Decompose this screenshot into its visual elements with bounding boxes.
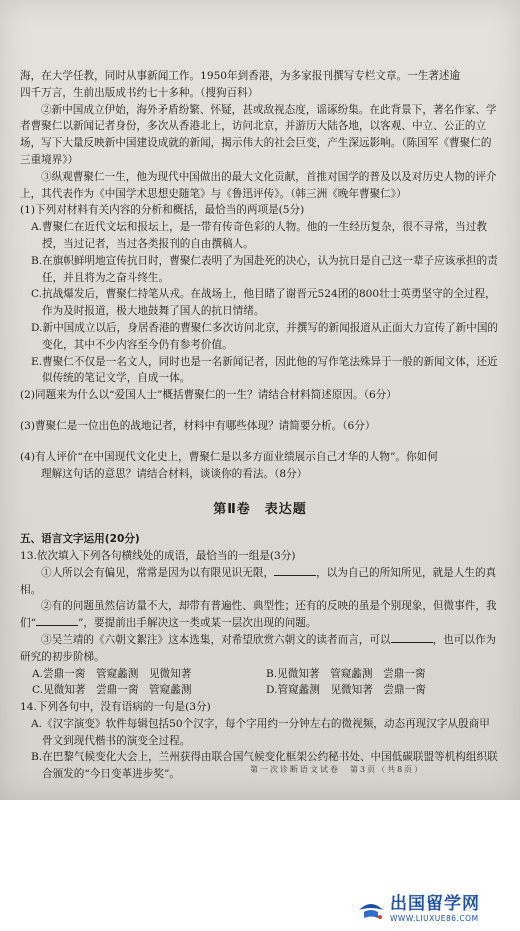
question-4-line-2: 理解这句话的意思？请结合材料，谈谈你的看法。（8分） [41, 467, 308, 480]
question-1-stem: (1)下列对材料有关内容的分析和概括，最恰当的两项是(5分) [20, 204, 305, 217]
question-13-option-a: A.尝鼎一脔 管窥蠡测 见微知著 [32, 667, 192, 680]
exam-content [20, 68, 500, 783]
question-3: (3)曹聚仁是一位出色的战地记者，材料中有哪些体现？请简要分析。（6分） [20, 419, 376, 432]
question-4-line-1: (4)有人评价“在中国现代文化史上，曹聚仁是以多方面业绩展示自己才华的人物”。你如何 [20, 450, 438, 463]
part-2-title: 第Ⅱ卷 表达题 [213, 502, 307, 518]
question-1-option-a: A.曹聚仁在近代文坛和报坛上，是一带有传奇色彩的人物。他的一生经历复杂，很不寻常，当过教授，当过记者，当过各类报刊的自由撰稿人。 [31, 221, 487, 250]
graduation-cap-icon [356, 894, 386, 924]
passage-material-2: ②新中国成立伊始，海外矛盾纷繁、怀疑，甚或敌视态度，谣诼纷集。在此背景下，著名作家、学者曹聚仁以新闻记者身份，多次从香港北上，访问北京，并游历大陆各地，以客观、中立、公正的立场，写下大量反映新中国建设成就的新闻，揭示伟大的社会巨变，产生深远影响。（陈国军《曹聚仁的三重境界》） [20, 103, 497, 166]
sentence-3-part-a: ③吴兰靖的《六朝文絮注》这本选集，对希望欣赏六朝文的读者而言，可以 [41, 633, 391, 646]
question-2: (2)同题来为什么以“爱国人士”概括曹聚仁的一生？请结合材料简述原因。（6分） [20, 389, 397, 402]
answer-space [20, 482, 500, 496]
question-14-option-a: A.《汉字演变》软件每辑包括50个汉字，每个字用约一分钟左右的微视频，动态再现汉字从殷商甲骨文到现代楷书的演变全过程。 [31, 717, 490, 747]
logo-url: WWW.LIUXUE86.COM [390, 913, 479, 923]
sentence-1-part-a: ①人所以会有偏见，常常是因为以有限见识无限， [41, 566, 275, 579]
question-14-option-b: B.在巴黎气候变化大会上，兰州获得由联合国气候变化框架公约秘书处、中国低碳联盟等机构组织联合颁发的“今日变革进步奖”。 [31, 751, 498, 781]
page-footer: 第一次诊断语文试卷 第3页（共8页） [250, 765, 425, 774]
fill-blank [36, 615, 78, 626]
question-1-option-d: D.新中国成立以后，身居香港的曹聚仁多次访问北京，并撰写的新闻报道从正面大力宣传了新中国的变化，其中不少内容至今仍有参考价值。 [31, 321, 499, 351]
question-13-sentence-3 [20, 632, 500, 666]
passage-line-2: 四千万言，生前出版成书约七十多种。（搜狗百科） [20, 86, 259, 99]
answer-space [20, 435, 500, 449]
question-13-sentence-1 [20, 565, 500, 599]
answer-space [20, 404, 500, 418]
question-1-option-e: E.曹聚仁不仅是一名文人，同时也是一名新闻记者，因此他的写作笔法殊异于一般的新闻文体，还近似传统的笔记文学，自成一体。 [31, 355, 498, 385]
sentence-2-part-b: 事件，我们“ [20, 600, 497, 630]
question-13-option-d: D.管窥蠡测 见微知著 尝鼎一脔 [266, 684, 426, 697]
sentence-2-part-a: ②有的问题虽然信访量不大，却带有普遍性、典型性；还有的反映的虽是个别现象，但微 [41, 600, 455, 613]
question-13-stem: 13.依次填入下列各句横线处的成语，最恰当的一组是(3分) [20, 549, 296, 562]
question-14-stem: 14.下列各句中，没有语病的一句是(3分) [20, 701, 211, 714]
question-13-option-c: C.见微知著 尝鼎一脔 管窥蠡测 [32, 684, 192, 697]
sentence-2-part-c: ”，要提前出手解决这一类或某一层次出现的问题。 [78, 617, 317, 630]
sentence-3-part-b: ，也可以作为研究的初步阶梯。 [20, 633, 497, 663]
fill-blank [274, 565, 316, 576]
question-13-sentence-2 [20, 598, 500, 632]
sentence-1-part-b: ，以为自己的所知所见，就是人生的真相。 [20, 566, 497, 596]
passage-line-1: 海，在大学任教，同时从事新闻工作。1950年到香港，为多家报刊撰写专栏文章。一生著述逾 [20, 70, 461, 82]
logo-text: 出国留学网 [390, 893, 480, 914]
section-5-title: 五、语言文字运用(20分) [20, 533, 140, 546]
question-1-option-c: C.抗战爆发后，曹聚仁持笔从戎。在战场上，他目睹了谢晋元524团的800壮士英勇坚守的全过程，作为及时报道，极大地鼓舞了国人的抗日情绪。 [31, 288, 496, 318]
site-logo [356, 894, 516, 924]
question-1-option-b: B.在旗帜鲜明地宣传抗日时，曹聚仁表明了为国赴死的决心，认为抗日是自己这一辈子应该承担的责任，并且将为之奋斗终生。 [31, 254, 498, 284]
passage-material-3: ③纵观曹聚仁一生，他为现代中国做出的最大文化贡献，首推对国学的普及以及对历史人物的评介上，其代表作为《中国学术思想史随笔》与《鲁迅评传》。（韩三洲《晚年曹聚仁》） [20, 170, 497, 200]
question-13-options [20, 666, 500, 700]
question-13-option-b: B.见微知著 管窥蠡测 尝鼎一脔 [266, 667, 426, 680]
fill-blank [391, 632, 433, 643]
